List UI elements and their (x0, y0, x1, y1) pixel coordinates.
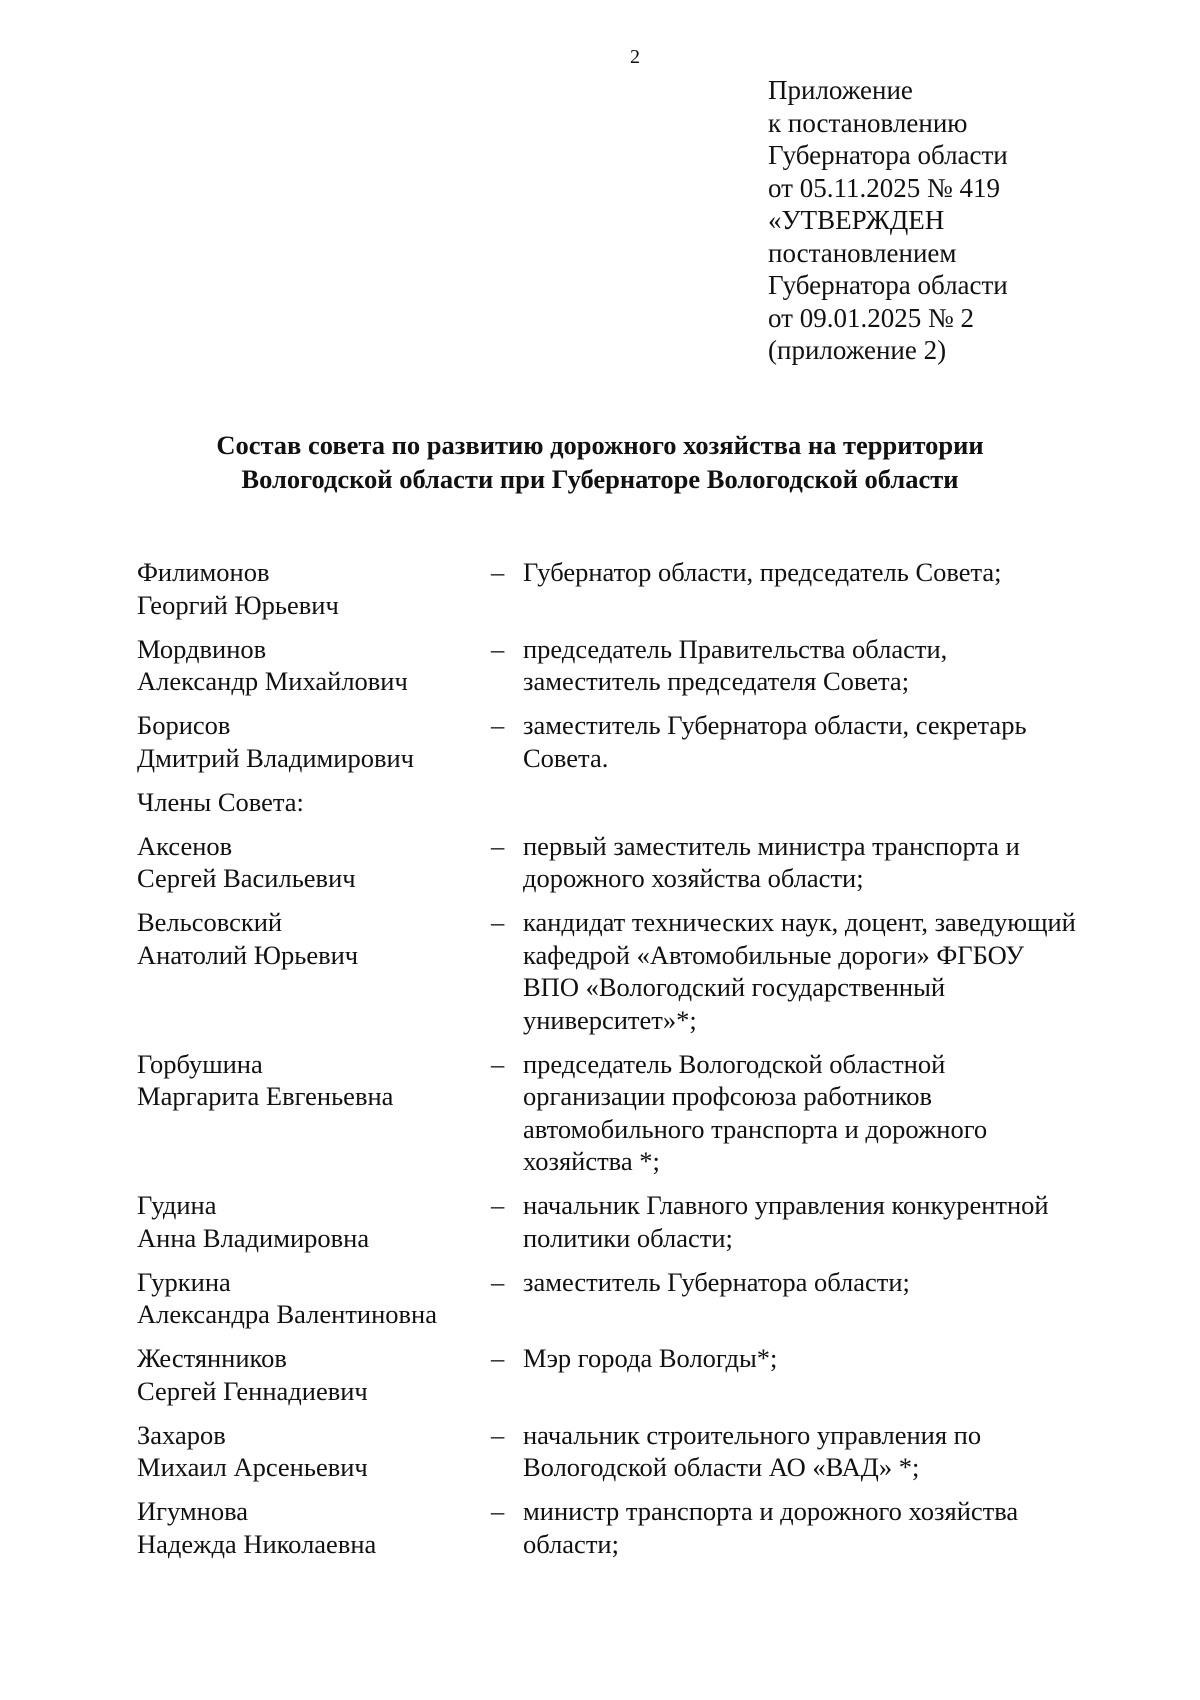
dash-separator: – (491, 1048, 505, 1079)
member-given-names: Сергей Васильевич (137, 863, 356, 893)
appendix-line: (приложение 2) (768, 335, 947, 365)
member-surname: Гудина (137, 1190, 217, 1220)
member-surname: Борисов (137, 710, 231, 740)
member-surname: Вельсовский (137, 907, 283, 937)
page-number: 2 (630, 46, 640, 68)
document-title (0, 428, 1200, 496)
title-line-2: Вологодской области при Губернаторе Вологодской области (241, 464, 959, 494)
member-given-names: Георгий Юрьевич (137, 589, 339, 620)
member-surname: Горбушина (137, 1048, 263, 1079)
member-given-names: Надежда Николаевна (137, 1528, 377, 1559)
member-given-names: Александра Валентиновна (137, 1299, 437, 1329)
member-name (137, 1266, 491, 1331)
member-surname: Мордвинов (137, 633, 267, 664)
member-role: начальник строительного управления по Вологодской области АО «ВАД» *; (523, 1419, 982, 1482)
member-name (137, 906, 491, 1036)
member-given-names: Сергей Геннадиевич (137, 1375, 368, 1406)
member-surname: Гуркина (137, 1266, 231, 1297)
member-role: Губернатор области, председатель Совета; (523, 557, 1002, 587)
member-row-chairman (137, 556, 1137, 621)
member-surname: Филимонов (137, 557, 270, 587)
member-row (137, 830, 1137, 895)
member-row (137, 1048, 1137, 1178)
dash-separator: – (491, 1190, 505, 1220)
council-list (137, 556, 1137, 1572)
member-name (137, 1495, 491, 1560)
dash-separator: – (491, 1496, 505, 1526)
dash-separator: – (491, 830, 505, 861)
member-role: председатель Правительства области, заместитель председателя Совета; (523, 633, 948, 696)
dash-separator: – (491, 557, 505, 587)
appendix-line: Губернатора области (768, 270, 1008, 300)
member-role: кандидат технических наук, доцент, заведующий кафедрой «Автомобильные дороги» ФГБОУ ВПО «Вологодский государственный университет»*; (523, 907, 1076, 1035)
member-role: председатель Вологодской областной организации профсоюза работников автомобильного транспорта и дорожного хозяйства *; (523, 1048, 988, 1176)
dash-separator: – (491, 633, 505, 664)
member-surname: Игумнова (137, 1496, 249, 1526)
member-row-deputy-chairman (137, 633, 1137, 698)
appendix-line: «УТВЕРЖДЕН (768, 205, 945, 235)
member-given-names: Анатолий Юрьевич (137, 939, 359, 970)
member-row (137, 906, 1137, 1036)
member-name (137, 830, 491, 895)
member-surname: Захаров (137, 1419, 226, 1450)
member-name (137, 709, 491, 774)
member-row (137, 1419, 1137, 1484)
member-name (137, 1419, 491, 1484)
dash-separator: – (491, 1419, 505, 1450)
member-role: начальник Главного управления конкурентной политики области; (523, 1190, 1049, 1253)
dash-separator: – (491, 710, 505, 740)
member-name (137, 1342, 491, 1407)
member-role: Мэр города Вологды*; (523, 1343, 778, 1373)
member-row (137, 1266, 1137, 1331)
member-name (137, 556, 491, 621)
member-given-names: Маргарита Евгеньевна (137, 1081, 394, 1111)
member-row (137, 1342, 1137, 1407)
member-given-names: Александр Михайлович (137, 666, 408, 696)
member-row-secretary (137, 709, 1137, 774)
member-name (137, 633, 491, 698)
dash-separator: – (491, 1343, 505, 1373)
member-given-names: Дмитрий Владимирович (137, 742, 414, 773)
appendix-line: от 05.11.2025 № 419 (768, 172, 1000, 203)
member-name (137, 1048, 491, 1178)
member-row (137, 1495, 1137, 1560)
member-surname: Аксенов (137, 830, 233, 861)
appendix-line: Приложение (768, 75, 913, 105)
member-row (137, 1189, 1137, 1254)
dash-separator: – (491, 907, 505, 937)
member-given-names: Михаил Арсеньевич (137, 1452, 368, 1482)
member-role: первый заместитель министра транспорта и дорожного хозяйства области; (523, 830, 1020, 893)
member-role: заместитель Губернатора области, секретарь Совета. (523, 710, 1027, 773)
appendix-line: Губернатора области (768, 140, 1008, 170)
appendix-line: к постановлению (768, 107, 968, 138)
appendix-line: от 09.01.2025 № 2 (768, 302, 974, 333)
member-given-names: Анна Владимировна (137, 1222, 370, 1253)
title-line-1: Состав совета по развитию дорожного хозяйства на территории (216, 430, 984, 460)
member-surname: Жестянников (137, 1343, 287, 1373)
dash-separator: – (491, 1266, 505, 1297)
member-name (137, 1189, 491, 1254)
members-heading: Члены Совета: (137, 786, 304, 817)
member-role: заместитель Губернатора области; (523, 1266, 910, 1297)
appendix-line: постановлением (768, 237, 957, 268)
appendix-note (768, 74, 1008, 367)
member-role: министр транспорта и дорожного хозяйства области; (523, 1496, 1019, 1559)
